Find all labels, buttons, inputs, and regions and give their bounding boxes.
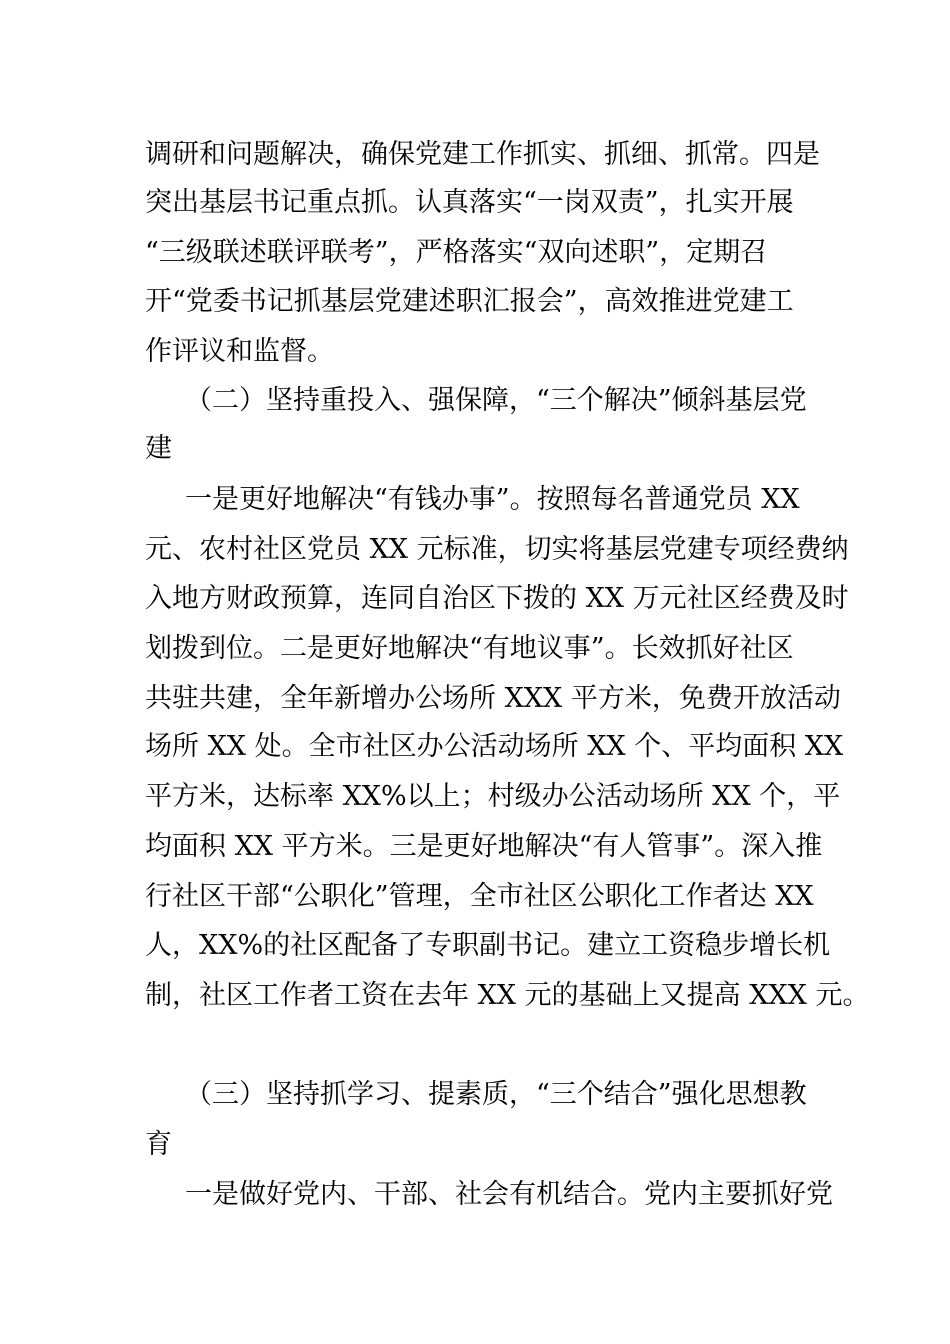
- body-text-line: 制，社区工作者工资在去年 XX 元的基础上又提高 XXX 元。: [145, 980, 870, 1011]
- section-heading: （三）坚持抓学习、提素质，“三个结合”强化思想教: [185, 1079, 807, 1110]
- body-text-line: 共驻共建，全年新增办公场所 XXX 平方米，免费开放活动: [145, 683, 841, 714]
- body-text-line: 元、农村社区党员 XX 元标准，切实将基层党建专项经费纳: [145, 534, 849, 565]
- section-heading: （二）坚持重投入、强保障，“三个解决”倾斜基层党: [185, 385, 807, 416]
- body-text-line: 调研和问题解决，确保党建工作抓实、抓细、抓常。四是: [145, 139, 820, 170]
- body-text-line: 划拨到位。二是更好地解决“有地议事”。长效抓好社区: [145, 633, 794, 664]
- body-text-line: “三级联述联评联考”，严格落实“双向述职”，定期召: [145, 237, 768, 268]
- section-heading-continued: 建: [145, 433, 172, 464]
- body-text-line: 均面积 XX 平方米。三是更好地解决“有人管事”。深入推: [145, 831, 823, 862]
- body-text-line: 人，XX%的社区配备了专职副书记。建立工资稳步增长机: [145, 930, 831, 961]
- body-text-line: 突出基层书记重点抓。认真落实“一岗双责”，扎实开展: [145, 187, 794, 218]
- body-text-line: 开“党委书记抓基层党建述职汇报会”，高效推进党建工: [145, 286, 794, 317]
- body-text-line: 一是做好党内、干部、社会有机结合。党内主要抓好党: [185, 1179, 833, 1210]
- body-text-line: 平方米，达标率 XX%以上；村级办公活动场所 XX 个，平: [145, 781, 841, 812]
- section-heading-continued: 育: [145, 1129, 172, 1160]
- body-text-line: 场所 XX 处。全市社区办公活动场所 XX 个、平均面积 XX: [145, 731, 844, 762]
- body-text-line: 作评议和监督。: [145, 336, 334, 367]
- body-text-line: 行社区干部“公职化”管理，全市社区公职化工作者达 XX: [145, 881, 814, 912]
- body-text-line: 入地方财政预算，连同自治区下拨的 XX 万元社区经费及时: [145, 583, 849, 614]
- body-text-line: 一是更好地解决“有钱办事”。按照每名普通党员 XX: [185, 484, 800, 515]
